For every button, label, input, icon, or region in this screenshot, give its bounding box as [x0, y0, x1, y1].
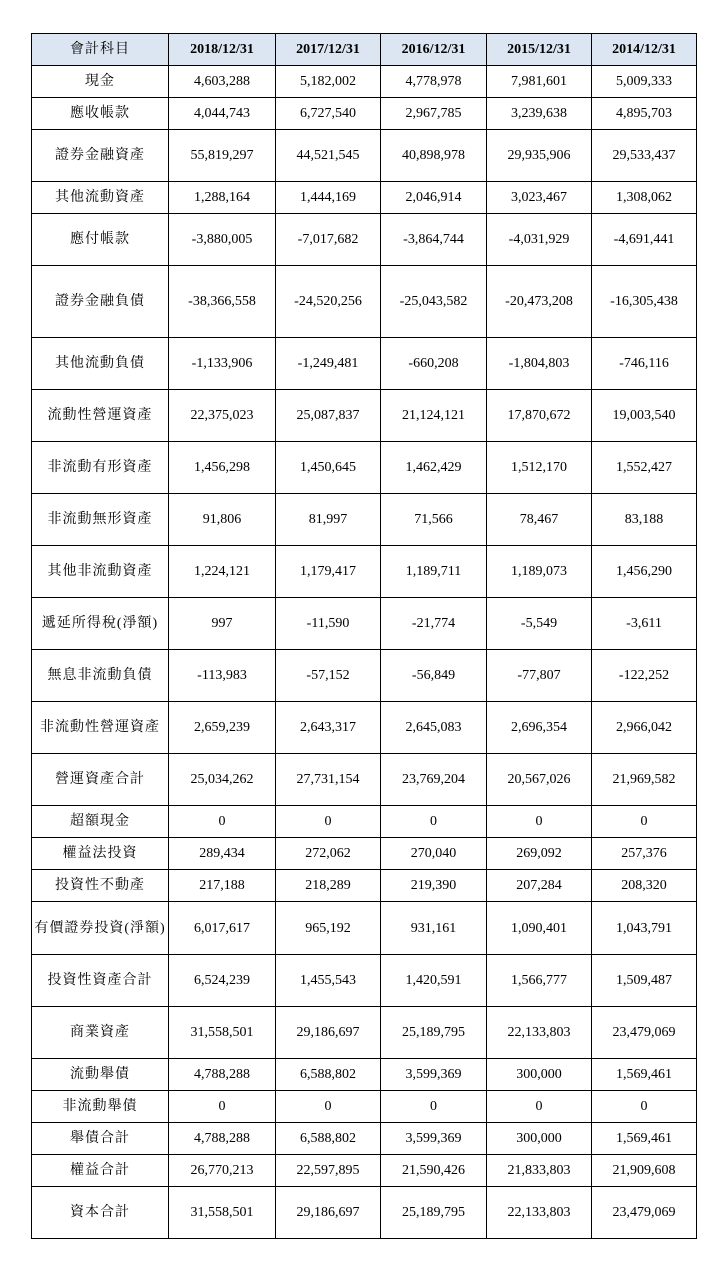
table-row: [32, 266, 697, 338]
header-year: 2016/12/31: [381, 34, 487, 66]
table-row: [32, 338, 697, 390]
table-cell: 22,375,023: [169, 390, 276, 442]
table-cell: -16,305,438: [592, 266, 697, 338]
table-row: [32, 546, 697, 598]
table-cell: 21,124,121: [381, 390, 487, 442]
table-cell: 2,696,354: [487, 702, 592, 754]
table-cell: 0: [169, 806, 276, 838]
row-label: 證券金融負債: [32, 266, 169, 338]
table-row: [32, 806, 697, 838]
table-cell: 21,833,803: [487, 1154, 592, 1186]
table-row: [32, 1186, 697, 1238]
row-label: 資本合計: [32, 1186, 169, 1238]
table-cell: 1,090,401: [487, 902, 592, 954]
table-row: [32, 650, 697, 702]
table-cell: 1,569,461: [592, 1058, 697, 1090]
table-cell: 4,603,288: [169, 66, 276, 98]
table-cell: -1,804,803: [487, 338, 592, 390]
table-cell: 71,566: [381, 494, 487, 546]
table-cell: 1,179,417: [276, 546, 381, 598]
table-cell: -4,031,929: [487, 214, 592, 266]
table-cell: 4,044,743: [169, 98, 276, 130]
table-cell: 931,161: [381, 902, 487, 954]
table-cell: 26,770,213: [169, 1154, 276, 1186]
table-cell: -7,017,682: [276, 214, 381, 266]
header-year: 2015/12/31: [487, 34, 592, 66]
table-cell: 23,479,069: [592, 1186, 697, 1238]
table-row: [32, 598, 697, 650]
header-year: 2018/12/31: [169, 34, 276, 66]
table-cell: 78,467: [487, 494, 592, 546]
table-cell: 1,456,290: [592, 546, 697, 598]
table-cell: 83,188: [592, 494, 697, 546]
table-row: [32, 1154, 697, 1186]
table-cell: 21,969,582: [592, 754, 697, 806]
table-cell: -4,691,441: [592, 214, 697, 266]
row-label: 權益合計: [32, 1154, 169, 1186]
table-cell: 40,898,978: [381, 130, 487, 182]
table-cell: 2,659,239: [169, 702, 276, 754]
table-cell: -38,366,558: [169, 266, 276, 338]
header-year: 2014/12/31: [592, 34, 697, 66]
row-label: 商業資產: [32, 1006, 169, 1058]
table-cell: 19,003,540: [592, 390, 697, 442]
table-cell: 81,997: [276, 494, 381, 546]
table-cell: 25,189,795: [381, 1006, 487, 1058]
table-cell: 2,967,785: [381, 98, 487, 130]
table-row: [32, 838, 697, 870]
table-cell: 6,588,802: [276, 1058, 381, 1090]
table-cell: -1,133,906: [169, 338, 276, 390]
table-row: [32, 1122, 697, 1154]
table-cell: 1,509,487: [592, 954, 697, 1006]
table-cell: 4,778,978: [381, 66, 487, 98]
table-cell: 1,224,121: [169, 546, 276, 598]
table-cell: 269,092: [487, 838, 592, 870]
table-cell: 27,731,154: [276, 754, 381, 806]
table-cell: 5,009,333: [592, 66, 697, 98]
row-label: 超額現金: [32, 806, 169, 838]
row-label: 有價證券投資(淨額): [32, 902, 169, 954]
table-cell: 23,479,069: [592, 1006, 697, 1058]
table-cell: 3,599,369: [381, 1058, 487, 1090]
row-label: 其他流動資產: [32, 182, 169, 214]
table-cell: 31,558,501: [169, 1006, 276, 1058]
table-cell: 31,558,501: [169, 1186, 276, 1238]
table-cell: 257,376: [592, 838, 697, 870]
table-row: [32, 214, 697, 266]
table-cell: 1,444,169: [276, 182, 381, 214]
table-cell: 270,040: [381, 838, 487, 870]
table-cell: 0: [169, 1090, 276, 1122]
table-cell: 2,645,083: [381, 702, 487, 754]
row-label: 非流動有形資產: [32, 442, 169, 494]
table-row: [32, 702, 697, 754]
table-cell: -3,864,744: [381, 214, 487, 266]
table-cell: 22,133,803: [487, 1186, 592, 1238]
table-cell: 1,308,062: [592, 182, 697, 214]
table-row: [32, 390, 697, 442]
table-cell: 1,189,073: [487, 546, 592, 598]
table-cell: -3,880,005: [169, 214, 276, 266]
row-label: 非流動性營運資產: [32, 702, 169, 754]
row-label: 無息非流動負債: [32, 650, 169, 702]
table-cell: 21,909,608: [592, 1154, 697, 1186]
row-label: 投資性資產合計: [32, 954, 169, 1006]
financial-table: [31, 33, 697, 1239]
table-row: [32, 442, 697, 494]
table-cell: 7,981,601: [487, 66, 592, 98]
table-cell: 2,046,914: [381, 182, 487, 214]
table-row: [32, 954, 697, 1006]
table-cell: 289,434: [169, 838, 276, 870]
table-cell: 1,288,164: [169, 182, 276, 214]
header-account: 會計科目: [32, 34, 169, 66]
table-cell: 6,524,239: [169, 954, 276, 1006]
table-cell: 25,189,795: [381, 1186, 487, 1238]
table-cell: 0: [381, 806, 487, 838]
table-cell: 29,186,697: [276, 1186, 381, 1238]
row-label: 非流動無形資產: [32, 494, 169, 546]
table-cell: 2,966,042: [592, 702, 697, 754]
table-cell: 1,566,777: [487, 954, 592, 1006]
table-row: [32, 1006, 697, 1058]
header-year: 2017/12/31: [276, 34, 381, 66]
row-label: 營運資產合計: [32, 754, 169, 806]
table-cell: 0: [276, 806, 381, 838]
table-cell: 0: [592, 1090, 697, 1122]
table-cell: 219,390: [381, 870, 487, 902]
table-cell: -5,549: [487, 598, 592, 650]
table-cell: 1,462,429: [381, 442, 487, 494]
table-cell: 965,192: [276, 902, 381, 954]
table-cell: 0: [487, 1090, 592, 1122]
table-cell: -1,249,481: [276, 338, 381, 390]
table-cell: -3,611: [592, 598, 697, 650]
table-cell: 0: [592, 806, 697, 838]
table-cell: 22,133,803: [487, 1006, 592, 1058]
table-cell: -56,849: [381, 650, 487, 702]
table-cell: -20,473,208: [487, 266, 592, 338]
table-cell: 997: [169, 598, 276, 650]
row-label: 應付帳款: [32, 214, 169, 266]
table-cell: 6,588,802: [276, 1122, 381, 1154]
header-row: [32, 34, 697, 66]
table-cell: 29,186,697: [276, 1006, 381, 1058]
row-label: 舉債合計: [32, 1122, 169, 1154]
table-cell: -11,590: [276, 598, 381, 650]
table-cell: 29,533,437: [592, 130, 697, 182]
table-cell: 6,017,617: [169, 902, 276, 954]
table-cell: 55,819,297: [169, 130, 276, 182]
table-row: [32, 1058, 697, 1090]
table-cell: -746,116: [592, 338, 697, 390]
table-cell: 44,521,545: [276, 130, 381, 182]
table-cell: 91,806: [169, 494, 276, 546]
table-cell: 25,087,837: [276, 390, 381, 442]
table-cell: -660,208: [381, 338, 487, 390]
row-label: 權益法投資: [32, 838, 169, 870]
row-label: 證券金融資產: [32, 130, 169, 182]
table-row: [32, 130, 697, 182]
row-label: 現金: [32, 66, 169, 98]
table-row: [32, 494, 697, 546]
table-cell: 3,239,638: [487, 98, 592, 130]
table-cell: 1,420,591: [381, 954, 487, 1006]
table-cell: 1,189,711: [381, 546, 487, 598]
table-cell: 1,569,461: [592, 1122, 697, 1154]
table-cell: -122,252: [592, 650, 697, 702]
row-label: 流動舉債: [32, 1058, 169, 1090]
table-cell: 218,289: [276, 870, 381, 902]
row-label: 非流動舉債: [32, 1090, 169, 1122]
table-cell: 22,597,895: [276, 1154, 381, 1186]
table-row: [32, 754, 697, 806]
table-cell: 4,788,288: [169, 1058, 276, 1090]
table-cell: -21,774: [381, 598, 487, 650]
table-cell: 0: [276, 1090, 381, 1122]
table-cell: 4,788,288: [169, 1122, 276, 1154]
table-cell: 23,769,204: [381, 754, 487, 806]
table-cell: 4,895,703: [592, 98, 697, 130]
table-cell: 217,188: [169, 870, 276, 902]
table-cell: 20,567,026: [487, 754, 592, 806]
row-label: 流動性營運資產: [32, 390, 169, 442]
table-cell: -57,152: [276, 650, 381, 702]
table-cell: 1,043,791: [592, 902, 697, 954]
table-cell: 300,000: [487, 1058, 592, 1090]
row-label: 其他流動負債: [32, 338, 169, 390]
table-cell: 1,552,427: [592, 442, 697, 494]
table-cell: 17,870,672: [487, 390, 592, 442]
table-cell: 25,034,262: [169, 754, 276, 806]
table-row: [32, 66, 697, 98]
table-cell: 3,023,467: [487, 182, 592, 214]
table-cell: 1,456,298: [169, 442, 276, 494]
table-cell: 1,455,543: [276, 954, 381, 1006]
table-cell: 1,450,645: [276, 442, 381, 494]
table-cell: 300,000: [487, 1122, 592, 1154]
table-cell: 208,320: [592, 870, 697, 902]
row-label: 應收帳款: [32, 98, 169, 130]
table-cell: -113,983: [169, 650, 276, 702]
table-cell: 0: [381, 1090, 487, 1122]
table-cell: 1,512,170: [487, 442, 592, 494]
table-cell: -25,043,582: [381, 266, 487, 338]
table-row: [32, 1090, 697, 1122]
table-cell: 21,590,426: [381, 1154, 487, 1186]
row-label: 其他非流動資產: [32, 546, 169, 598]
table-cell: 0: [487, 806, 592, 838]
table-cell: 6,727,540: [276, 98, 381, 130]
table-row: [32, 870, 697, 902]
row-label: 投資性不動產: [32, 870, 169, 902]
table-cell: 2,643,317: [276, 702, 381, 754]
table-row: [32, 98, 697, 130]
table-cell: 29,935,906: [487, 130, 592, 182]
table-cell: 272,062: [276, 838, 381, 870]
table-cell: 5,182,002: [276, 66, 381, 98]
table-cell: 207,284: [487, 870, 592, 902]
row-label: 遞延所得稅(淨額): [32, 598, 169, 650]
table-cell: -24,520,256: [276, 266, 381, 338]
table-cell: 3,599,369: [381, 1122, 487, 1154]
table-row: [32, 902, 697, 954]
table-row: [32, 182, 697, 214]
table-cell: -77,807: [487, 650, 592, 702]
